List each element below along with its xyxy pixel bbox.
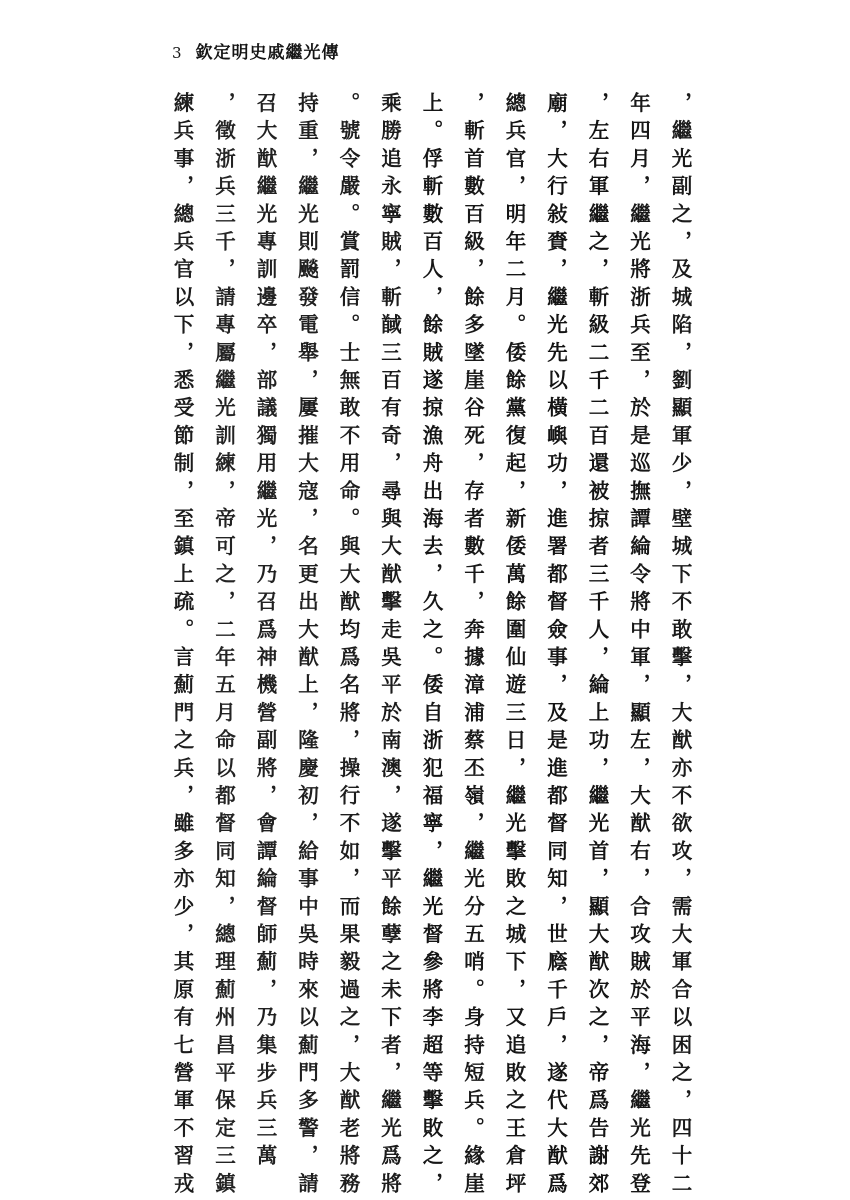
running-header [172, 38, 340, 63]
text-column: 上。俘斬數百人，餘賊遂掠漁舟出海去，久之。倭自浙犯福寧，繼光督參將李超等擊敗之， [419, 92, 443, 1200]
text-column: ，繼光副之，及城陷，劉顯軍少，壁城下不敢擊，大猷亦不欲攻，需大軍合以困之，四十二 [668, 92, 692, 1200]
text-column: 召大猷繼光專訓邊卒，部議獨用繼光，乃召爲神機營副將，會譚綸督師薊，乃集步兵三萬 [253, 92, 277, 1173]
page-number: 3 [172, 44, 182, 62]
text-column: 廟，大行敍賚，繼光先以橫嶼功，進署都督僉事，及是進都督同知，世廕千戶，遂代大猷爲 [543, 92, 568, 1200]
text-column: 乘勝追永寧賊，斬馘三百有奇，尋與大猷擊走吳平於南澳，遂擊平餘孽之未下者，繼光爲將 [377, 92, 402, 1200]
text-column: 持重，繼光則飈發電舉，屢摧大寇，名更出大猷上，隆慶初，給事中吳時來以薊門多警，請 [294, 92, 319, 1200]
text-column: ，左右軍繼之，斬級二千二百還被掠者三千人，綸上功，繼光首，顯大猷次之，帝爲告謝郊 [585, 92, 609, 1200]
text-column: 總兵官，明年二月。倭餘黨復起，新倭萬餘圍仙遊三日，繼光擊敗之城下，又追敗之王倉坪 [502, 92, 526, 1200]
text-column: 。號令嚴。賞罰信。士無敢不用命。與大猷均爲名將，操行不如，而果毅過之，大猷老將務 [336, 92, 360, 1200]
text-column: ，斬首數百級，餘多墜崖谷死，存者數千，奔據漳浦蔡丕嶺，繼光分五哨。身持短兵。緣崖 [460, 92, 485, 1200]
text-column: 年四月，繼光將浙兵至，於是巡撫譚綸令將中軍，顯左，大猷右，合攻賊於平海，繼光先登 [626, 92, 651, 1200]
text-column: ，徵浙兵三千，請專屬繼光訓練，帝可之，二年五月命以都督同知，總理薊州昌平保定三鎮 [211, 92, 236, 1200]
text-column: 練兵事，總兵官以下，悉受節制，至鎮上疏。言薊門之兵，雖多亦少，其原有七營軍不習戎 [170, 92, 194, 1200]
vertical-text-body [160, 92, 700, 1200]
header-title: 欽定明史戚繼光傳 [195, 43, 340, 63]
